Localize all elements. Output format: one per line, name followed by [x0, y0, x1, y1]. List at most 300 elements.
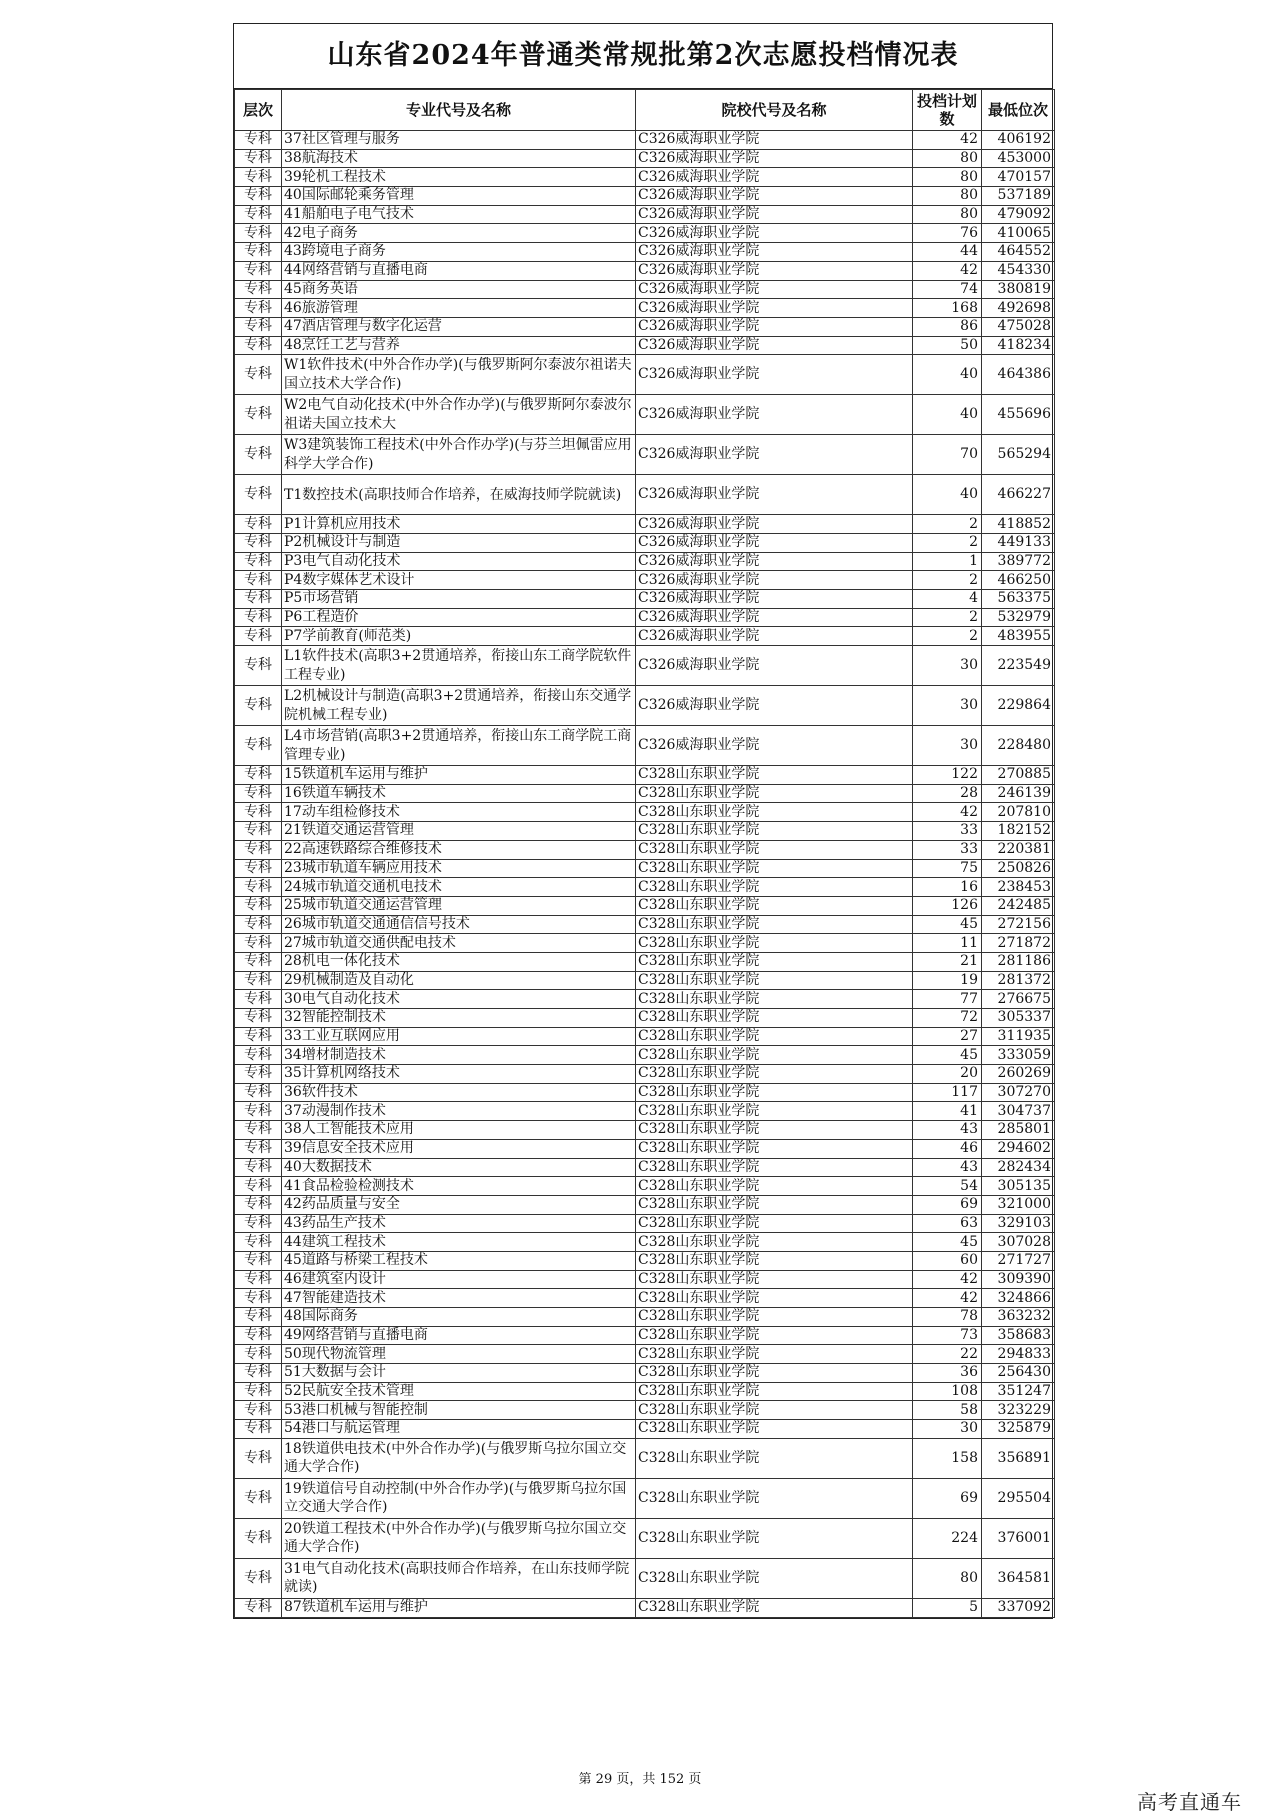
cell-school: C328山东职业学院 [636, 1083, 913, 1102]
cell-rank: 389772 [982, 552, 1055, 571]
cell-level: 专科 [235, 952, 282, 971]
table-row [235, 1214, 1055, 1233]
cell-rank: 454330 [982, 261, 1055, 280]
cell-plan: 30 [913, 646, 982, 686]
cell-rank: 418852 [982, 515, 1055, 534]
cell-plan: 69 [913, 1195, 982, 1214]
cell-level: 专科 [235, 299, 282, 318]
cell-major: 17动车组检修技术 [282, 803, 636, 822]
table-row [235, 1121, 1055, 1140]
cell-level: 专科 [235, 1121, 282, 1140]
cell-level: 专科 [235, 205, 282, 224]
cell-major: 23城市轨道车辆应用技术 [282, 859, 636, 878]
table-row [235, 1027, 1055, 1046]
cell-level: 专科 [235, 1102, 282, 1121]
table-header-row [235, 90, 1055, 131]
cell-level: 专科 [235, 1478, 282, 1518]
cell-level: 专科 [235, 1308, 282, 1327]
cell-plan: 45 [913, 1046, 982, 1065]
table-row [235, 552, 1055, 571]
cell-school: C328山东职业学院 [636, 1233, 913, 1252]
table-row [235, 766, 1055, 785]
cell-school: C328山东职业学院 [636, 1195, 913, 1214]
cell-plan: 42 [913, 1270, 982, 1289]
cell-school: C326威海职业学院 [636, 590, 913, 609]
cell-school: C326威海职业学院 [636, 571, 913, 590]
cell-rank: 229864 [982, 686, 1055, 726]
table-row [235, 1195, 1055, 1214]
cell-major: 87铁道机车运用与维护 [282, 1598, 636, 1617]
cell-level: 专科 [235, 915, 282, 934]
table-row [235, 168, 1055, 187]
cell-plan: 224 [913, 1518, 982, 1558]
cell-major: L2机械设计与制造(高职3+2贯通培养，衔接山东交通学院机械工程专业) [282, 686, 636, 726]
cell-rank: 325879 [982, 1420, 1055, 1439]
cell-school: C328山东职业学院 [636, 1558, 913, 1598]
cell-rank: 406192 [982, 131, 1055, 150]
cell-school: C328山东职业学院 [636, 990, 913, 1009]
cell-major: 26城市轨道交通通信信号技术 [282, 915, 636, 934]
cell-major: L4市场营销(高职3+2贯通培养，衔接山东工商学院工商管理专业) [282, 726, 636, 766]
table-row [235, 590, 1055, 609]
cell-school: C326威海职业学院 [636, 149, 913, 168]
cell-rank: 307028 [982, 1233, 1055, 1252]
table-row [235, 1478, 1055, 1518]
cell-major: 47酒店管理与数字化运营 [282, 317, 636, 336]
cell-rank: 464552 [982, 243, 1055, 262]
table-row [235, 627, 1055, 646]
cell-level: 专科 [235, 726, 282, 766]
cell-rank: 464386 [982, 355, 1055, 395]
cell-rank: 223549 [982, 646, 1055, 686]
cell-school: C326威海职业学院 [636, 131, 913, 150]
cell-level: 专科 [235, 1558, 282, 1598]
cell-rank: 294602 [982, 1139, 1055, 1158]
table-row [235, 435, 1055, 475]
cell-rank: 304737 [982, 1102, 1055, 1121]
table-row [235, 299, 1055, 318]
table-row [235, 1420, 1055, 1439]
cell-major: 31电气自动化技术(高职技师合作培养，在山东技师学院就读) [282, 1558, 636, 1598]
cell-level: 专科 [235, 1027, 282, 1046]
cell-level: 专科 [235, 1270, 282, 1289]
cell-plan: 80 [913, 205, 982, 224]
cell-level: 专科 [235, 1518, 282, 1558]
cell-rank: 305135 [982, 1177, 1055, 1196]
cell-plan: 50 [913, 336, 982, 355]
cell-plan: 2 [913, 515, 982, 534]
cell-level: 专科 [235, 280, 282, 299]
cell-major: 44建筑工程技术 [282, 1233, 636, 1252]
cell-level: 专科 [235, 766, 282, 785]
cell-rank: 246139 [982, 784, 1055, 803]
cell-rank: 537189 [982, 187, 1055, 206]
cell-plan: 33 [913, 840, 982, 859]
table-row [235, 475, 1055, 515]
cell-rank: 294833 [982, 1345, 1055, 1364]
cell-major: P3电气自动化技术 [282, 552, 636, 571]
cell-rank: 324866 [982, 1289, 1055, 1308]
cell-major: 41食品检验检测技术 [282, 1177, 636, 1196]
cell-major: W1软件技术(中外合作办学)(与俄罗斯阿尔泰波尔祖诺夫国立技术大学合作) [282, 355, 636, 395]
cell-rank: 380819 [982, 280, 1055, 299]
cell-rank: 475028 [982, 317, 1055, 336]
table-row [235, 243, 1055, 262]
cell-major: 46旅游管理 [282, 299, 636, 318]
cell-school: C326威海职业学院 [636, 435, 913, 475]
cell-level: 专科 [235, 822, 282, 841]
cell-level: 专科 [235, 784, 282, 803]
cell-plan: 43 [913, 1158, 982, 1177]
header-level: 层次 [235, 90, 282, 131]
cell-rank: 285801 [982, 1121, 1055, 1140]
cell-level: 专科 [235, 243, 282, 262]
cell-plan: 78 [913, 1308, 982, 1327]
cell-school: C328山东职业学院 [636, 1478, 913, 1518]
cell-school: C328山东职业学院 [636, 1027, 913, 1046]
table-row [235, 1102, 1055, 1121]
cell-major: 25城市轨道交通运营管理 [282, 896, 636, 915]
table-row [235, 1233, 1055, 1252]
cell-major: 44网络营销与直播电商 [282, 261, 636, 280]
cell-plan: 16 [913, 878, 982, 897]
cell-school: C328山东职业学院 [636, 1121, 913, 1140]
cell-school: C326威海职业学院 [636, 317, 913, 336]
cell-level: 专科 [235, 1598, 282, 1617]
cell-rank: 565294 [982, 435, 1055, 475]
cell-rank: 238453 [982, 878, 1055, 897]
table-row [235, 971, 1055, 990]
cell-school: C328山东职业学院 [636, 1326, 913, 1345]
cell-plan: 4 [913, 590, 982, 609]
cell-rank: 418234 [982, 336, 1055, 355]
table-row [235, 1251, 1055, 1270]
cell-level: 专科 [235, 336, 282, 355]
cell-school: C328山东职业学院 [636, 1009, 913, 1028]
cell-school: C328山东职业学院 [636, 1046, 913, 1065]
cell-major: 40国际邮轮乘务管理 [282, 187, 636, 206]
cell-rank: 276675 [982, 990, 1055, 1009]
cell-major: 16铁道车辆技术 [282, 784, 636, 803]
cell-rank: 455696 [982, 395, 1055, 435]
admission-table-sheet [233, 23, 1053, 1619]
cell-major: 32智能控制技术 [282, 1009, 636, 1028]
cell-level: 专科 [235, 1345, 282, 1364]
cell-school: C328山东职业学院 [636, 1345, 913, 1364]
cell-plan: 42 [913, 1289, 982, 1308]
cell-rank: 272156 [982, 915, 1055, 934]
table-row [235, 726, 1055, 766]
cell-level: 专科 [235, 149, 282, 168]
cell-major: W3建筑装饰工程技术(中外合作办学)(与芬兰坦佩雷应用科学大学合作) [282, 435, 636, 475]
cell-level: 专科 [235, 1364, 282, 1383]
cell-school: C326威海职业学院 [636, 187, 913, 206]
cell-plan: 74 [913, 280, 982, 299]
cell-rank: 228480 [982, 726, 1055, 766]
cell-major: 43药品生产技术 [282, 1214, 636, 1233]
cell-school: C326威海职业学院 [636, 336, 913, 355]
table-row [235, 803, 1055, 822]
cell-plan: 40 [913, 355, 982, 395]
cell-rank: 329103 [982, 1214, 1055, 1233]
cell-major: 37动漫制作技术 [282, 1102, 636, 1121]
cell-level: 专科 [235, 1177, 282, 1196]
cell-plan: 5 [913, 1598, 982, 1617]
cell-rank: 466227 [982, 475, 1055, 515]
cell-rank: 271727 [982, 1251, 1055, 1270]
cell-level: 专科 [235, 1251, 282, 1270]
cell-school: C326威海职业学院 [636, 355, 913, 395]
cell-school: C328山东职业学院 [636, 822, 913, 841]
table-row [235, 149, 1055, 168]
cell-level: 专科 [235, 1083, 282, 1102]
cell-plan: 73 [913, 1326, 982, 1345]
cell-plan: 44 [913, 243, 982, 262]
cell-rank: 364581 [982, 1558, 1055, 1598]
table-row [235, 1364, 1055, 1383]
cell-plan: 58 [913, 1401, 982, 1420]
cell-plan: 63 [913, 1214, 982, 1233]
table-row [235, 336, 1055, 355]
cell-major: 38人工智能技术应用 [282, 1121, 636, 1140]
cell-major: 39轮机工程技术 [282, 168, 636, 187]
cell-level: 专科 [235, 1214, 282, 1233]
table-row [235, 934, 1055, 953]
cell-plan: 27 [913, 1027, 982, 1046]
cell-school: C328山东职业学院 [636, 971, 913, 990]
table-row [235, 131, 1055, 150]
table-row [235, 261, 1055, 280]
cell-rank: 351247 [982, 1382, 1055, 1401]
cell-rank: 333059 [982, 1046, 1055, 1065]
cell-rank: 376001 [982, 1518, 1055, 1558]
header-school: 院校代号及名称 [636, 90, 913, 131]
cell-level: 专科 [235, 1158, 282, 1177]
cell-school: C326威海职业学院 [636, 168, 913, 187]
cell-plan: 75 [913, 859, 982, 878]
cell-major: 47智能建造技术 [282, 1289, 636, 1308]
cell-major: 45商务英语 [282, 280, 636, 299]
cell-plan: 69 [913, 1478, 982, 1518]
cell-school: C326威海职业学院 [636, 280, 913, 299]
cell-level: 专科 [235, 646, 282, 686]
cell-plan: 2 [913, 533, 982, 552]
cell-major: 43跨境电子商务 [282, 243, 636, 262]
cell-level: 专科 [235, 187, 282, 206]
cell-school: C326威海职业学院 [636, 243, 913, 262]
cell-plan: 33 [913, 822, 982, 841]
cell-plan: 42 [913, 131, 982, 150]
table-row [235, 1345, 1055, 1364]
table-row [235, 205, 1055, 224]
cell-plan: 45 [913, 1233, 982, 1252]
cell-plan: 30 [913, 726, 982, 766]
table-row [235, 878, 1055, 897]
cell-plan: 2 [913, 571, 982, 590]
table-row [235, 952, 1055, 971]
cell-school: C326威海职业学院 [636, 726, 913, 766]
cell-level: 专科 [235, 475, 282, 515]
cell-school: C328山东职业学院 [636, 1382, 913, 1401]
cell-school: C326威海职业学院 [636, 299, 913, 318]
cell-major: P6工程造价 [282, 608, 636, 627]
cell-level: 专科 [235, 1046, 282, 1065]
cell-school: C328山东职业学院 [636, 859, 913, 878]
table-row [235, 533, 1055, 552]
table-row [235, 1308, 1055, 1327]
cell-major: 49网络营销与直播电商 [282, 1326, 636, 1345]
cell-level: 专科 [235, 934, 282, 953]
page-title: 山东省2024年普通类常规批第2次志愿投档情况表 [234, 24, 1052, 89]
cell-level: 专科 [235, 1139, 282, 1158]
cell-level: 专科 [235, 435, 282, 475]
table-row [235, 608, 1055, 627]
table-row [235, 1065, 1055, 1084]
cell-rank: 466250 [982, 571, 1055, 590]
cell-school: C328山东职业学院 [636, 878, 913, 897]
header-major: 专业代号及名称 [282, 90, 636, 131]
cell-school: C328山东职业学院 [636, 1270, 913, 1289]
cell-rank: 295504 [982, 1478, 1055, 1518]
cell-level: 专科 [235, 224, 282, 243]
cell-rank: 311935 [982, 1027, 1055, 1046]
cell-level: 专科 [235, 1065, 282, 1084]
cell-plan: 86 [913, 317, 982, 336]
cell-school: C328山东职业学院 [636, 1102, 913, 1121]
cell-level: 专科 [235, 608, 282, 627]
cell-plan: 45 [913, 915, 982, 934]
table-row [235, 990, 1055, 1009]
cell-plan: 20 [913, 1065, 982, 1084]
cell-rank: 492698 [982, 299, 1055, 318]
cell-major: 50现代物流管理 [282, 1345, 636, 1364]
cell-school: C328山东职业学院 [636, 1401, 913, 1420]
cell-plan: 117 [913, 1083, 982, 1102]
table-row [235, 1046, 1055, 1065]
table-row [235, 1598, 1055, 1617]
table-row [235, 187, 1055, 206]
table-row [235, 1438, 1055, 1478]
cell-plan: 41 [913, 1102, 982, 1121]
cell-school: C328山东职业学院 [636, 1139, 913, 1158]
cell-school: C326威海职业学院 [636, 552, 913, 571]
cell-major: 41船舶电子电气技术 [282, 205, 636, 224]
cell-school: C328山东职业学院 [636, 784, 913, 803]
cell-school: C328山东职业学院 [636, 1598, 913, 1617]
cell-school: C328山东职业学院 [636, 934, 913, 953]
cell-major: 30电气自动化技术 [282, 990, 636, 1009]
cell-level: 专科 [235, 571, 282, 590]
cell-level: 专科 [235, 355, 282, 395]
cell-level: 专科 [235, 261, 282, 280]
cell-school: C328山东职业学院 [636, 1177, 913, 1196]
cell-major: 46建筑室内设计 [282, 1270, 636, 1289]
cell-rank: 563375 [982, 590, 1055, 609]
cell-rank: 250826 [982, 859, 1055, 878]
cell-school: C328山东职业学院 [636, 1158, 913, 1177]
cell-plan: 30 [913, 1420, 982, 1439]
table-row [235, 1270, 1055, 1289]
cell-rank: 271872 [982, 934, 1055, 953]
cell-level: 专科 [235, 590, 282, 609]
table-row [235, 896, 1055, 915]
table-row [235, 280, 1055, 299]
table-row [235, 1289, 1055, 1308]
cell-school: C328山东职业学院 [636, 1289, 913, 1308]
cell-major: 48国际商务 [282, 1308, 636, 1327]
table-row [235, 1158, 1055, 1177]
cell-rank: 358683 [982, 1326, 1055, 1345]
cell-major: W2电气自动化技术(中外合作办学)(与俄罗斯阿尔泰波尔祖诺夫国立技术大 [282, 395, 636, 435]
cell-major: 29机械制造及自动化 [282, 971, 636, 990]
cell-school: C328山东职业学院 [636, 1438, 913, 1478]
cell-plan: 126 [913, 896, 982, 915]
cell-major: 28机电一体化技术 [282, 952, 636, 971]
cell-major: 37社区管理与服务 [282, 131, 636, 150]
cell-school: C328山东职业学院 [636, 1518, 913, 1558]
cell-school: C328山东职业学院 [636, 896, 913, 915]
cell-major: L1软件技术(高职3+2贯通培养，衔接山东工商学院软件工程专业) [282, 646, 636, 686]
cell-plan: 80 [913, 1558, 982, 1598]
cell-school: C328山东职业学院 [636, 1251, 913, 1270]
cell-level: 专科 [235, 1438, 282, 1478]
cell-level: 专科 [235, 840, 282, 859]
table-row [235, 686, 1055, 726]
cell-plan: 2 [913, 627, 982, 646]
cell-plan: 158 [913, 1438, 982, 1478]
cell-rank: 220381 [982, 840, 1055, 859]
cell-major: 24城市轨道交通机电技术 [282, 878, 636, 897]
cell-rank: 270885 [982, 766, 1055, 785]
cell-plan: 77 [913, 990, 982, 1009]
cell-major: 38航海技术 [282, 149, 636, 168]
cell-rank: 307270 [982, 1083, 1055, 1102]
cell-plan: 36 [913, 1364, 982, 1383]
cell-school: C328山东职业学院 [636, 1065, 913, 1084]
cell-plan: 40 [913, 395, 982, 435]
cell-rank: 337092 [982, 1598, 1055, 1617]
cell-school: C328山东职业学院 [636, 1420, 913, 1439]
cell-major: 36软件技术 [282, 1083, 636, 1102]
cell-rank: 281186 [982, 952, 1055, 971]
cell-level: 专科 [235, 395, 282, 435]
table-row [235, 1401, 1055, 1420]
cell-level: 专科 [235, 317, 282, 336]
cell-school: C326威海职业学院 [636, 533, 913, 552]
cell-level: 专科 [235, 552, 282, 571]
cell-rank: 281372 [982, 971, 1055, 990]
cell-plan: 46 [913, 1139, 982, 1158]
table-row [235, 784, 1055, 803]
cell-rank: 356891 [982, 1438, 1055, 1478]
cell-major: 40大数据技术 [282, 1158, 636, 1177]
cell-rank: 305337 [982, 1009, 1055, 1028]
cell-major: 20铁道工程技术(中外合作办学)(与俄罗斯乌拉尔国立交通大学合作) [282, 1518, 636, 1558]
header-rank: 最低位次 [982, 90, 1055, 131]
cell-plan: 70 [913, 435, 982, 475]
header-plan: 投档计划数 [913, 90, 982, 131]
cell-school: C326威海职业学院 [636, 627, 913, 646]
cell-plan: 11 [913, 934, 982, 953]
cell-plan: 54 [913, 1177, 982, 1196]
cell-level: 专科 [235, 896, 282, 915]
cell-major: 15铁道机车运用与维护 [282, 766, 636, 785]
cell-level: 专科 [235, 878, 282, 897]
cell-plan: 168 [913, 299, 982, 318]
table-row [235, 859, 1055, 878]
cell-major: 52民航安全技术管理 [282, 1382, 636, 1401]
cell-level: 专科 [235, 990, 282, 1009]
